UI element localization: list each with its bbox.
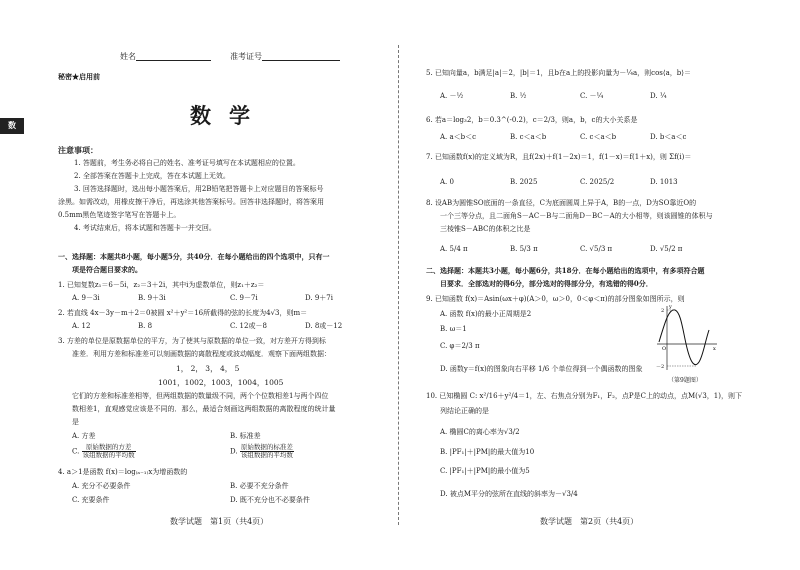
q7-option-c: C. 2025/2 <box>580 178 615 186</box>
q10-line1: 10. 已知椭圆 C: x²/16＋y²/4＝1，左、右焦点分别为F₁，F₂，点P是C上的动点，点M(√3，1)，则下 <box>426 392 742 400</box>
q8-option-c: C. √5/3 π <box>580 245 613 253</box>
q9-option-c: C. φ＝2/3 π <box>440 342 480 350</box>
q10-option-b: B. |PF₁|＋|PM|的最大值为10 <box>440 448 535 456</box>
q3-data-set-1: 1， 2， 3， 4， 5 <box>176 364 240 373</box>
q9-sine-graph <box>655 302 719 374</box>
q3-line3: 它们的方差和标准差相等，但两组数据的数量级不同，两个个位数相差1与两个四位 <box>72 392 329 400</box>
q3-line5: 是 <box>72 418 79 426</box>
q7-option-d: D. 1013 <box>650 178 678 186</box>
q8-line3: 三棱锥S－ABC的体积之比是 <box>440 225 531 233</box>
q7-option-a: A. 0 <box>440 178 454 186</box>
graph-label-y: y <box>669 304 672 310</box>
q8-line2: 一个三等分点，且二面角S－AC－B与二面角D－BC－A的大小相等，则该圆锥的体积与 <box>440 212 713 220</box>
q3-data-set-2: 1001，1002，1003，1004，1005 <box>158 378 284 387</box>
q2-option-c: C. 12或－8 <box>230 322 267 330</box>
q1-option-a: A. 9－3i <box>72 294 100 302</box>
q3-option-a: A. 方差 <box>72 432 96 440</box>
q10-option-a: A. 椭圆C的离心率为√3/2 <box>440 428 520 436</box>
q1-option-d: D. 9＋7i <box>305 294 333 302</box>
exam-no-label: 准考证号 <box>230 52 262 61</box>
footer-right: 数学试题 第2页（共4页） <box>540 517 639 526</box>
q7-option-b: B. 2025 <box>510 178 538 186</box>
page-divider <box>398 45 400 525</box>
q1-option-c: C. 9－7i <box>230 294 258 302</box>
q5-option-b: B. ½ <box>510 92 527 100</box>
q4-option-a: A. 充分不必要条件 <box>72 482 131 490</box>
q2-stem: 2. 若直线 4x－3y－m＋2＝0被圆 x²＋y²＝16所截得的弦的长度为4√3，则m＝ <box>58 309 308 317</box>
note-2: 2. 全部答案在答题卡上完成，答在本试题上无效。 <box>74 172 230 180</box>
q10-line2: 列结论正确的是 <box>440 407 489 415</box>
graph-label-x: x <box>713 346 716 352</box>
q6-option-d: D. b＜a＜c <box>650 133 687 141</box>
q6-option-a: A. a＜b＜c <box>440 133 477 141</box>
q3-option-d: D. $\frac{\text{原始数据的标准差}}{\text{该组数据的平均数}}$ <box>230 443 293 459</box>
graph-label-minus2: －2 <box>656 364 665 370</box>
q6-stem: 6. 若a＝log₃2，b＝0.3^(-0.2)，c＝2/3，则a，b，c的大小关系是 <box>426 116 638 124</box>
q3-line2: 准差．利用方差和标准差可以刻画数据的离散程度或波动幅度．观察下面两组数据： <box>72 350 331 358</box>
q6-option-b: B. c＜a＜b <box>510 133 547 141</box>
q9-figure-caption: （第9题图） <box>668 377 702 384</box>
q1-stem: 1. 已知复数z₁＝6－5i，z₂＝3＋2i，其中i为虚数单位，则z₁＋z₂＝ <box>58 281 265 289</box>
note-4: 4. 考试结束后，将本试题和答题卡一并交回。 <box>74 224 216 232</box>
q5-option-d: D. ¼ <box>650 92 667 100</box>
name-label: 姓名 <box>120 52 136 61</box>
page-title: 数学 <box>190 103 268 128</box>
q3-d-numerator: 原始数据的标准差 <box>240 443 293 451</box>
q4-option-d: D. 既不充分也不必要条件 <box>230 496 310 504</box>
secret-mark: 秘密★启用前 <box>58 72 100 81</box>
graph-label-2: 2 <box>661 308 665 314</box>
note-3a: 3. 回答选择题时，选出每小题答案后，用2B铅笔把答题卡上对应题目的答案标号 <box>74 185 324 193</box>
graph-label-origin: O <box>662 346 667 352</box>
q3-d-denominator: 该组数据的平均数 <box>240 451 293 459</box>
q5-stem: 5. 已知向量a，b满足|a|＝2，|b|＝1，且b在a上的投影向量为－¼a，则cos⟨a，b⟩＝ <box>426 69 692 77</box>
footer-left: 数学试题 第1页（共4页） <box>170 517 269 526</box>
note-1: 1. 答题前，考生务必将自己的姓名、准考证号填写在本试题相应的位置。 <box>74 159 300 167</box>
q3-option-c: C. $\frac{\text{原始数据的方差}}{\text{该组数据的平均数}}$ <box>72 443 135 459</box>
q3-c-denominator: 该组数据的平均数 <box>82 451 135 459</box>
q4-option-c: C. 充要条件 <box>72 496 110 504</box>
q9-option-d: D. 函数y＝f(x)的图象向右平移 1/6 个单位得到一个偶函数的图象 <box>440 365 643 373</box>
section2-line2: 目要求．全部选对的得6分，部分选对的得部分分，有选错的得0分． <box>440 279 653 288</box>
q3-line1: 3. 方差的单位是原数据单位的平方，为了使其与原数据的单位一致，对方差开方得到标 <box>58 337 326 345</box>
q10-option-d: D. 被点M平分的弦所在直线的斜率为－√3/4 <box>440 490 578 498</box>
q2-option-a: A. 12 <box>72 322 91 330</box>
name-field <box>120 52 211 61</box>
q2-option-b: B. 8 <box>138 322 153 330</box>
section1-line1: 一、选择题：本题共8小题，每小题5分，共40分．在每小题给出的四个选项中，只有一 <box>58 252 330 261</box>
q2-option-d: D. 8或－12 <box>305 322 343 330</box>
q3-option-b: B. 标准差 <box>230 432 261 440</box>
q8-line1: 8. 设AB为圆锥SO底面的一条直径，C为底面圆周上异于A，B的一点，D为SO靠近O的 <box>426 199 697 207</box>
q8-option-d: D. √5/2 π <box>650 245 683 253</box>
q1-option-b: B. 9＋3i <box>138 294 166 302</box>
q7-stem: 7. 已知函数f(x)的定义域为R，且f(2x)＋f(1－2x)＝1，f(1－x)＝f(1＋x)，则 Σf(i)＝ <box>426 153 692 161</box>
note-3b: 涂黑。如需改动，用橡皮擦干净后，再选涂其他答案标号。回答非选择题时，将答案用 <box>58 198 324 206</box>
q4-stem: 4. a＞1是函数 f(x)＝log₍ₐ₋₁₎x为增函数的 <box>58 468 188 476</box>
q4-option-b: B. 必要不充分条件 <box>230 482 289 490</box>
section1-line2: 项是符合题目要求的。 <box>72 265 142 274</box>
q9-stem: 9. 已知函数 f(x)＝Asin(ωx＋φ)(A＞0，ω＞0，0＜φ＜π)的部分图象如图所示，则 <box>426 295 685 303</box>
notes-heading: 注意事项： <box>58 145 98 155</box>
q5-option-c: C. －¼ <box>580 92 604 100</box>
graph-curve <box>659 310 709 365</box>
q10-option-c: C. |PF₁|＋|PM|的最小值为5 <box>440 467 530 475</box>
note-3c: 0.5mm黑色笔迹签字笔写在答题卡上。 <box>58 211 181 219</box>
q3-line4: 数相差1，直观感觉应该是不同的．那么，最适合刻画这两组数据的离散程度的统计量 <box>72 405 336 413</box>
subject-side-tab: 数 <box>0 118 24 134</box>
exam-no-field <box>230 52 340 61</box>
q6-option-c: C. c＜a＜b <box>580 133 617 141</box>
q9-option-b: B. ω＝1 <box>440 325 467 333</box>
q5-option-a: A. －½ <box>440 92 464 100</box>
q9-option-a: A. 函数 f(x)的最小正周期是2 <box>440 310 532 318</box>
section2-line1: 二、选择题：本题共3小题，每小题6分，共18分．在每小题给出的选项中，有多项符合题 <box>426 266 705 275</box>
q3-c-numerator: 原始数据的方差 <box>82 444 136 452</box>
q8-option-b: B. 5/3 π <box>510 245 538 253</box>
q8-option-a: A. 5/4 π <box>440 245 468 253</box>
